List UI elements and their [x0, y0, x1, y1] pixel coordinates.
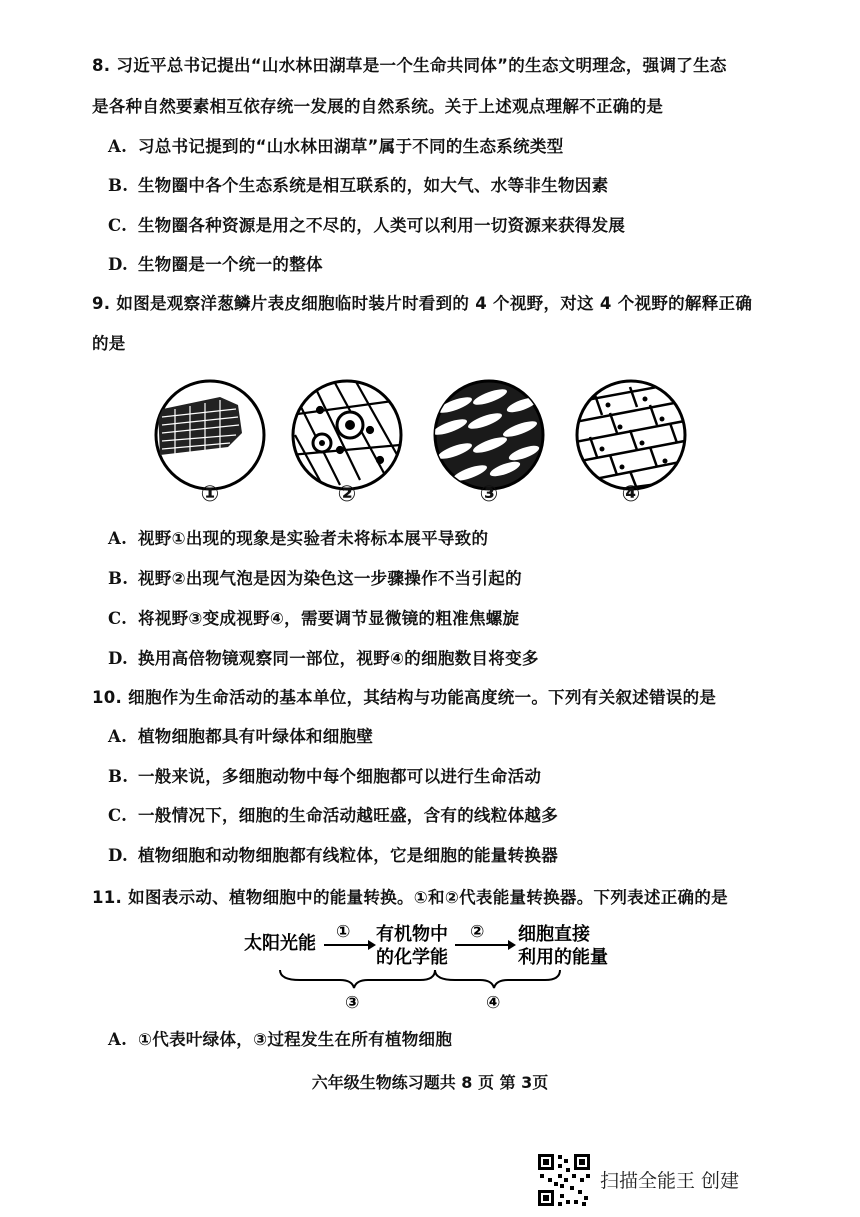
q8-option-b [108, 172, 608, 196]
qr-code-icon [536, 1152, 592, 1208]
q9-option-b [108, 565, 522, 589]
option-text: 植物细胞和动物细胞都有线粒体，它是细胞的能量转换器 [138, 846, 558, 865]
q8-option-d [108, 251, 323, 275]
option-text: ①代表叶绿体，③过程发生在所有植物细胞 [138, 1030, 453, 1049]
option-text: 生物圈是一个统一的整体 [138, 255, 323, 274]
node-usable-energy-line1: 细胞直接 [518, 924, 590, 945]
q9-option-d [108, 645, 539, 669]
option-text: 一般来说，多细胞动物中每个细胞都可以进行生命活动 [138, 767, 542, 786]
option-letter: C. [108, 609, 128, 628]
option-letter: D. [108, 846, 129, 865]
q10-option-a [108, 723, 373, 747]
option-text: 习总书记提到的“山水林田湖草”属于不同的生态系统类型 [138, 137, 564, 156]
q10-stem: 10. 细胞作为生命活动的基本单位，其结构与功能高度统一。下列有关叙述错误的是 [92, 688, 717, 707]
field-4-icon [570, 381, 695, 493]
option-letter: B. [108, 569, 129, 588]
field-3-icon [431, 381, 543, 489]
field-1-icon [156, 381, 264, 489]
q9-stem-line2: 的是 [92, 334, 126, 353]
option-letter: B. [108, 176, 129, 195]
arrow-2-icon [455, 940, 516, 950]
option-text: 一般情况下，细胞的生命活动越旺盛，含有的线粒体越多 [138, 806, 558, 825]
q8-option-c [108, 212, 625, 236]
brace-4-icon [435, 970, 560, 988]
q10-option-b [108, 763, 541, 787]
q9-option-c [108, 605, 519, 629]
field-label-3: ③ [479, 482, 499, 507]
brace-4-label: ④ [486, 993, 501, 1013]
scanner-watermark-text: 扫描全能王 创建 [600, 1170, 740, 1192]
field-label-4: ④ [621, 482, 641, 507]
option-text: 视野②出现气泡是因为染色这一步骤操作不当引起的 [138, 569, 522, 588]
page-footer: 六年级生物练习题共 8 页 第 3页 [311, 1073, 549, 1092]
q10-option-d [108, 842, 558, 866]
q8-stem-line1: 8. 习近平总书记提出“山水林田湖草是一个生命共同体”的生态文明理念，强调了生态 [92, 56, 727, 75]
option-text: 换用高倍物镜观察同一部位，视野④的细胞数目将变多 [138, 649, 539, 668]
brace-3-label: ③ [345, 993, 360, 1013]
q11-option-a [108, 1026, 452, 1050]
node-chemical-energy-line1: 有机物中 [376, 924, 448, 945]
option-letter: A. [108, 529, 128, 548]
q8-option-a [108, 133, 564, 157]
option-text: 生物圈中各个生态系统是相互联系的，如大气、水等非生物因素 [138, 176, 609, 195]
option-letter: A. [108, 1030, 128, 1049]
option-letter: C. [108, 216, 128, 235]
option-text: 生物圈各种资源是用之不尽的，人类可以利用一切资源来获得发展 [138, 216, 626, 235]
arrow-1-label: ① [336, 922, 351, 942]
option-letter: A. [108, 727, 128, 746]
field-label-1: ① [200, 482, 220, 507]
node-chemical-energy-line2: 的化学能 [376, 947, 448, 968]
node-solar-energy: 太阳光能 [244, 933, 316, 954]
q10-option-c [108, 802, 558, 826]
q9-stem-line1: 9. 如图是观察洋葱鳞片表皮细胞临时装片时看到的 4 个视野，对这 4 个视野的解释正确 [92, 294, 753, 313]
option-text: 将视野③变成视野④，需要调节显微镜的粗准焦螺旋 [138, 609, 520, 628]
option-text: 视野①出现的现象是实验者未将标本展平导致的 [138, 529, 489, 548]
option-letter: A. [108, 137, 128, 156]
energy-conversion-diagram [240, 918, 630, 1018]
field-2-icon [290, 380, 401, 490]
q11-stem: 11. 如图表示动、植物细胞中的能量转换。①和②代表能量转换器。下列表述正确的是 [92, 888, 728, 907]
option-letter: D. [108, 649, 129, 668]
option-letter: D. [108, 255, 129, 274]
field-label-2: ② [337, 482, 357, 507]
option-letter: B. [108, 767, 129, 786]
option-letter: C. [108, 806, 128, 825]
q8-stem-line2: 是各种自然要素相互依存统一发展的自然系统。关于上述观点理解不正确的是 [92, 97, 664, 116]
arrow-2-label: ② [470, 922, 485, 942]
brace-3-icon [280, 970, 435, 988]
q9-option-a [108, 525, 488, 549]
node-usable-energy-line2: 利用的能量 [518, 947, 608, 968]
option-text: 植物细胞都具有叶绿体和细胞壁 [138, 727, 374, 746]
